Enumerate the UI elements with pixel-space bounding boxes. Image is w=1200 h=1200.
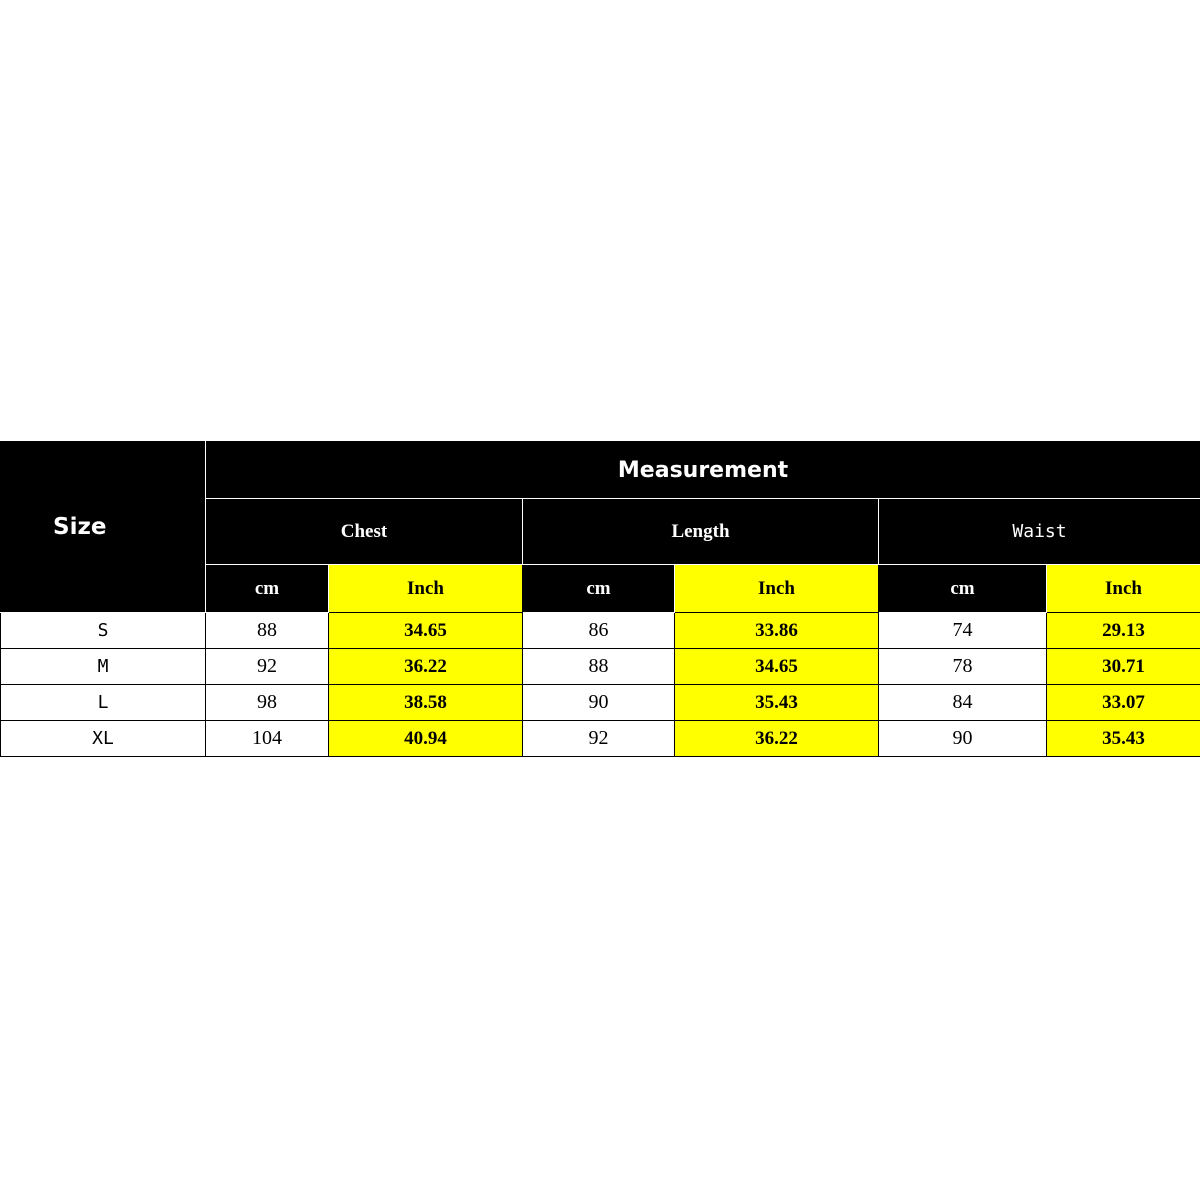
waist-cm-cell: 90 [879,721,1047,757]
chest-inch-header: Inch [329,565,523,613]
size-column-header: Size [1,442,206,613]
waist-cm-cell: 74 [879,613,1047,649]
chest-inch-cell: 34.65 [329,613,523,649]
waist-inch-cell: 33.07 [1047,685,1200,721]
length-cm-cell: 86 [523,613,675,649]
waist-inch-cell: 30.71 [1047,649,1200,685]
measurement-header: Measurement [206,442,1200,499]
size-cell: S [1,613,206,649]
length-inch-header: Inch [675,565,879,613]
chest-inch-cell: 40.94 [329,721,523,757]
waist-header: Waist [879,499,1200,565]
header-row-1 [1,442,1200,499]
chest-header: Chest [206,499,523,565]
waist-inch-cell: 29.13 [1047,613,1200,649]
chest-cm-cell: 98 [206,685,329,721]
length-header: Length [523,499,879,565]
waist-inch-cell: 35.43 [1047,721,1200,757]
size-cell: L [1,685,206,721]
length-inch-cell: 36.22 [675,721,879,757]
chest-cm-cell: 104 [206,721,329,757]
length-inch-cell: 34.65 [675,649,879,685]
waist-inch-header: Inch [1047,565,1200,613]
chest-cm-header: cm [206,565,329,613]
waist-cm-cell: 78 [879,649,1047,685]
table-row [1,685,1200,721]
table-row [1,613,1200,649]
length-cm-cell: 90 [523,685,675,721]
chest-inch-cell: 38.58 [329,685,523,721]
length-cm-cell: 92 [523,721,675,757]
length-inch-cell: 35.43 [675,685,879,721]
waist-cm-cell: 84 [879,685,1047,721]
size-cell: M [1,649,206,685]
size-chart-table [0,441,1200,757]
length-inch-cell: 33.86 [675,613,879,649]
chest-cm-cell: 92 [206,649,329,685]
waist-cm-header: cm [879,565,1047,613]
chest-cm-cell: 88 [206,613,329,649]
length-cm-cell: 88 [523,649,675,685]
table-row [1,649,1200,685]
length-cm-header: cm [523,565,675,613]
size-cell: XL [1,721,206,757]
chest-inch-cell: 36.22 [329,649,523,685]
table-row [1,721,1200,757]
